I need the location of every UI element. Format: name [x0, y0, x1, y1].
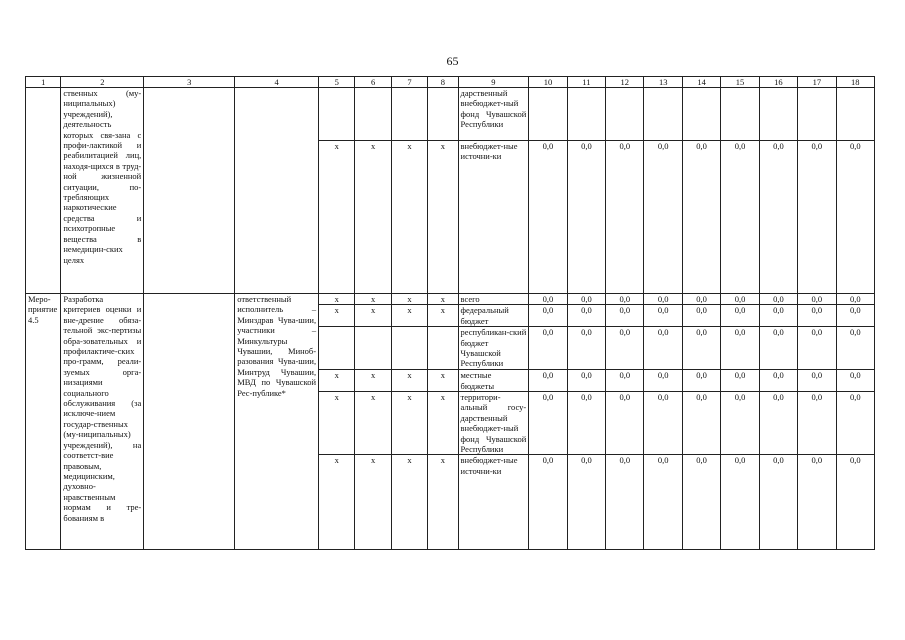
cell-mark	[428, 88, 458, 141]
cell-value: 0,0	[567, 455, 605, 550]
cell-mark: x	[391, 370, 427, 392]
cell-value: 0,0	[682, 294, 720, 305]
cell-value: 0,0	[759, 141, 797, 294]
table-row	[26, 294, 875, 305]
cell-mark: x	[319, 370, 355, 392]
cell-value: 0,0	[682, 370, 720, 392]
cell-value: 0,0	[644, 370, 682, 392]
cell-value: 0,0	[567, 305, 605, 327]
cell-source: республикан-ский бюджет Чувашской Республики	[458, 327, 529, 370]
cell-col1	[26, 88, 61, 294]
cell-value: 0,0	[721, 327, 759, 370]
cell-measure-text: Разработка критериев оценки и вне-дрение обяза-тельной экс-пертизы обра-зовательных и профилактиче-ских про-грамм, реали-зуемых орга-низациями социального обслуживания (за исключе-нием государ-ственных (му-ниципальных) учреждений), на соответст-вие правовым, медицинским, духовно-нравственным нормам и тре-бованиям в	[61, 294, 144, 550]
cell-value: 0,0	[529, 370, 567, 392]
cell-mark: x	[391, 294, 427, 305]
cell-value: 0,0	[759, 392, 797, 455]
cell-value	[836, 88, 874, 141]
cell-value	[682, 88, 720, 141]
cell-mark	[319, 327, 355, 370]
cell-value	[567, 88, 605, 141]
cell-value: 0,0	[836, 141, 874, 294]
header-cell-2: 2	[61, 77, 144, 88]
cell-value: 0,0	[836, 294, 874, 305]
cell-source: всего	[458, 294, 529, 305]
header-cell-10: 10	[529, 77, 567, 88]
cell-mark: x	[391, 141, 427, 294]
header-cell-8: 8	[428, 77, 458, 88]
cell-mark: x	[319, 455, 355, 550]
cell-value: 0,0	[682, 392, 720, 455]
header-cell-17: 17	[798, 77, 836, 88]
cell-value: 0,0	[529, 141, 567, 294]
cell-mark: x	[319, 294, 355, 305]
cell-value: 0,0	[682, 305, 720, 327]
cell-mark	[319, 88, 355, 141]
table-row	[26, 88, 875, 141]
cell-value: 0,0	[606, 305, 644, 327]
cell-value: 0,0	[836, 392, 874, 455]
header-row	[26, 77, 875, 88]
cell-mark: x	[319, 305, 355, 327]
cell-mark: x	[355, 392, 391, 455]
cell-value	[721, 88, 759, 141]
cell-mark: x	[428, 455, 458, 550]
cell-mark: x	[428, 392, 458, 455]
cell-mark: x	[428, 370, 458, 392]
cell-value: 0,0	[759, 327, 797, 370]
cell-source: местные бюджеты	[458, 370, 529, 392]
cell-value	[798, 88, 836, 141]
cell-value: 0,0	[721, 370, 759, 392]
cell-value: 0,0	[606, 370, 644, 392]
header-cell-15: 15	[721, 77, 759, 88]
cell-mark	[391, 88, 427, 141]
cell-value: 0,0	[529, 327, 567, 370]
cell-mark: x	[391, 455, 427, 550]
header-cell-3: 3	[144, 77, 235, 88]
cell-value	[606, 88, 644, 141]
cell-value: 0,0	[606, 141, 644, 294]
cell-value: 0,0	[759, 370, 797, 392]
cell-mark: x	[355, 141, 391, 294]
cell-mark: x	[355, 455, 391, 550]
cell-value	[759, 88, 797, 141]
cell-value	[644, 88, 682, 141]
cell-value: 0,0	[644, 294, 682, 305]
program-table	[25, 76, 875, 550]
cell-value: 0,0	[836, 305, 874, 327]
cell-measure-number: Меро-приятие 4.5	[26, 294, 61, 550]
cell-value: 0,0	[529, 305, 567, 327]
cell-value: 0,0	[606, 327, 644, 370]
cell-mark: x	[355, 370, 391, 392]
cell-mark: x	[391, 392, 427, 455]
cell-value: 0,0	[644, 392, 682, 455]
cell-value: 0,0	[682, 141, 720, 294]
cell-mark	[391, 327, 427, 370]
header-cell-1: 1	[26, 77, 61, 88]
cell-value: 0,0	[682, 327, 720, 370]
cell-value: 0,0	[644, 141, 682, 294]
cell-value: 0,0	[567, 392, 605, 455]
header-cell-7: 7	[391, 77, 427, 88]
cell-value: 0,0	[798, 327, 836, 370]
header-cell-12: 12	[606, 77, 644, 88]
cell-mark: x	[319, 141, 355, 294]
header-cell-11: 11	[567, 77, 605, 88]
cell-value: 0,0	[798, 305, 836, 327]
header-cell-13: 13	[644, 77, 682, 88]
cell-value: 0,0	[529, 455, 567, 550]
cell-value: 0,0	[798, 294, 836, 305]
cell-value: 0,0	[721, 305, 759, 327]
cell-source: внебюджет-ные источни-ки	[458, 455, 529, 550]
cell-value: 0,0	[606, 294, 644, 305]
header-cell-18: 18	[836, 77, 874, 88]
cell-value: 0,0	[567, 294, 605, 305]
cell-source: внебюджет-ные источни-ки	[458, 141, 529, 294]
header-cell-9: 9	[458, 77, 529, 88]
cell-value: 0,0	[798, 455, 836, 550]
cell-mark: x	[428, 141, 458, 294]
cell-measure-text: ственных (му-ниципальных) учреждений), деятельность которых свя-зана с профи-лактикой и реабилитацией лиц, находя-щихся в труд-ной жизненной ситуации, по-требляющих наркотические средства и психотропные вещества в немедицин-ских целях	[61, 88, 144, 294]
cell-mark: x	[355, 305, 391, 327]
cell-col3	[144, 294, 235, 550]
header-cell-4: 4	[235, 77, 319, 88]
cell-value: 0,0	[798, 370, 836, 392]
cell-value: 0,0	[836, 327, 874, 370]
cell-value: 0,0	[606, 392, 644, 455]
cell-mark: x	[319, 392, 355, 455]
cell-value: 0,0	[567, 141, 605, 294]
cell-value: 0,0	[644, 327, 682, 370]
cell-mark: x	[428, 305, 458, 327]
page-number: 65	[446, 54, 459, 68]
cell-col4	[235, 88, 319, 294]
cell-mark: x	[391, 305, 427, 327]
header-cell-6: 6	[355, 77, 391, 88]
cell-value: 0,0	[721, 294, 759, 305]
cell-value: 0,0	[798, 392, 836, 455]
header-cell-14: 14	[682, 77, 720, 88]
cell-executor: ответственный исполнитель – Минздрав Чува-шии, участники – Минкультуры Чувашии, Миноб-разования Чува-шии, Минтруд Чувашии, МВД по Чувашской Рес-публике*	[235, 294, 319, 550]
cell-value: 0,0	[759, 305, 797, 327]
cell-value: 0,0	[606, 455, 644, 550]
cell-value: 0,0	[567, 327, 605, 370]
cell-mark	[428, 327, 458, 370]
cell-source: федеральный бюджет	[458, 305, 529, 327]
cell-mark	[355, 327, 391, 370]
cell-mark: x	[355, 294, 391, 305]
cell-value: 0,0	[759, 455, 797, 550]
cell-value: 0,0	[682, 455, 720, 550]
cell-value: 0,0	[644, 455, 682, 550]
cell-value: 0,0	[721, 392, 759, 455]
cell-value: 0,0	[836, 455, 874, 550]
cell-value: 0,0	[759, 294, 797, 305]
cell-value	[529, 88, 567, 141]
cell-mark	[355, 88, 391, 141]
cell-value: 0,0	[836, 370, 874, 392]
cell-value: 0,0	[529, 392, 567, 455]
cell-value: 0,0	[721, 141, 759, 294]
header-cell-5: 5	[319, 77, 355, 88]
cell-value: 0,0	[644, 305, 682, 327]
cell-value: 0,0	[567, 370, 605, 392]
cell-source: территори-альный госу-дарственный внебюджет-ный фонд Чувашской Республики	[458, 392, 529, 455]
cell-col3	[144, 88, 235, 294]
cell-value: 0,0	[798, 141, 836, 294]
cell-value: 0,0	[529, 294, 567, 305]
cell-source: дарственный внебюджет-ный фонд Чувашской Республики	[458, 88, 529, 141]
cell-value: 0,0	[721, 455, 759, 550]
cell-mark: x	[428, 294, 458, 305]
header-cell-16: 16	[759, 77, 797, 88]
